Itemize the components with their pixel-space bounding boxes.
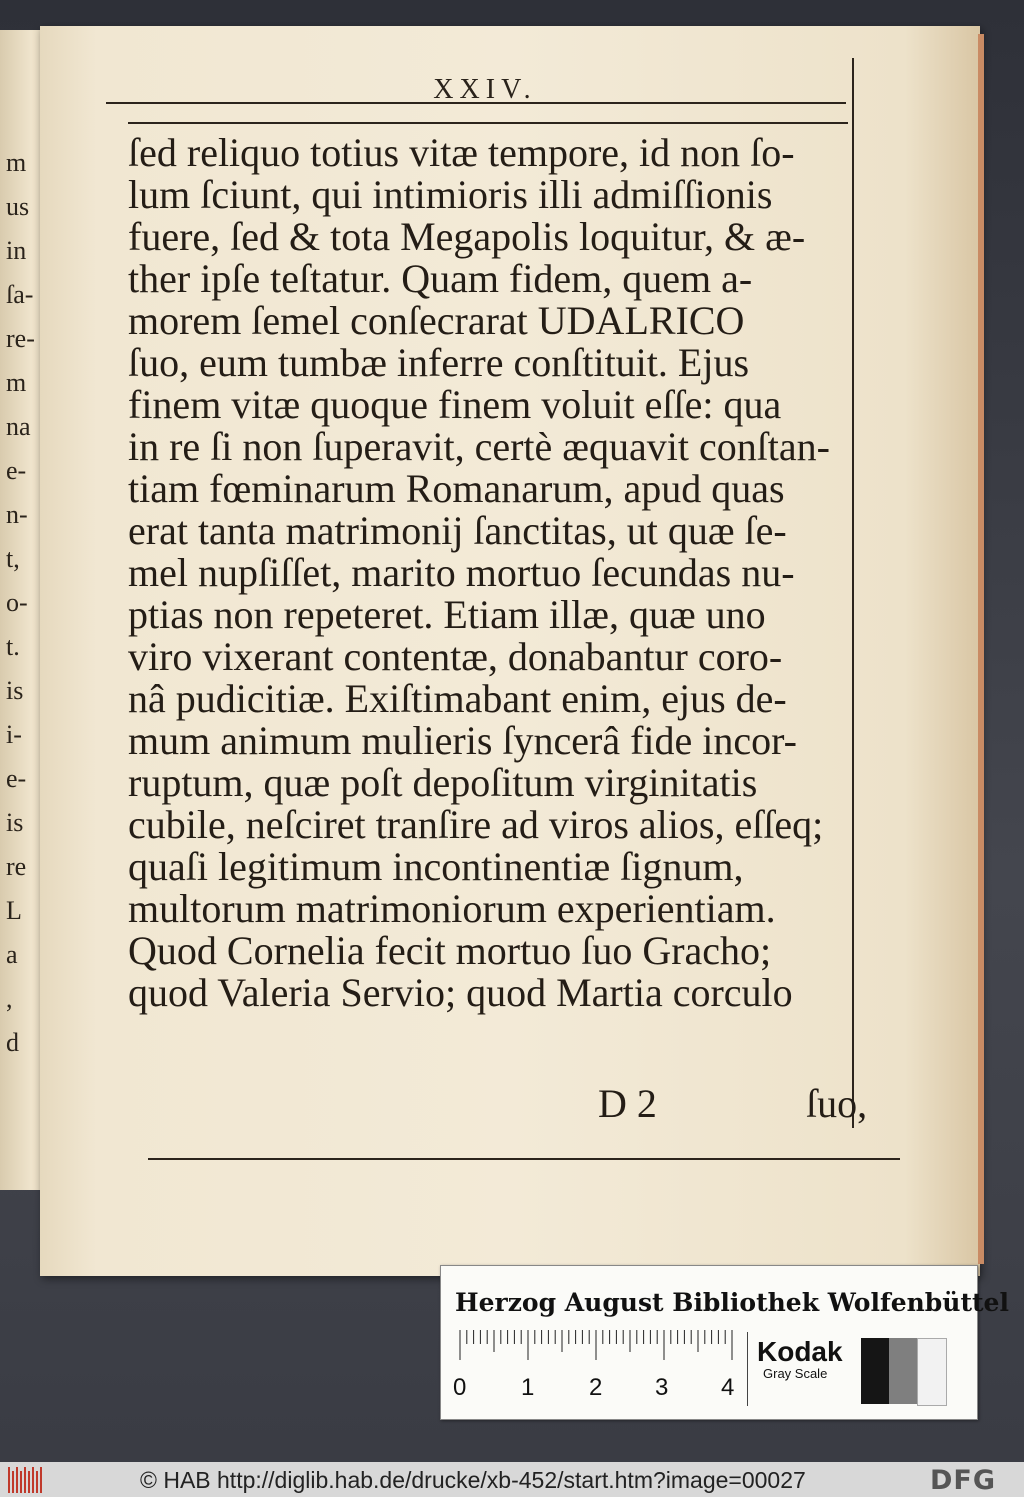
hab-logo-bar bbox=[32, 1467, 34, 1493]
margin-fragment: a bbox=[6, 940, 18, 969]
margin-fragment: o- bbox=[6, 588, 28, 617]
text-line: quaſi legitimum incontinentiæ ſignum, bbox=[128, 844, 744, 889]
label-divider bbox=[747, 1332, 748, 1406]
gray-patch-black bbox=[861, 1338, 889, 1404]
margin-fragment: n- bbox=[6, 500, 28, 529]
margin-fragment: ſa- bbox=[6, 280, 34, 309]
gray-patch-mid bbox=[889, 1338, 917, 1404]
ruler-number: 3 bbox=[655, 1374, 669, 1401]
margin-fragment: is bbox=[6, 808, 24, 837]
text-line: viro vixerant contentæ, donabantur coro- bbox=[128, 634, 783, 679]
ruler-scale bbox=[459, 1330, 741, 1362]
dfg-logo: DFG bbox=[930, 1465, 997, 1496]
margin-fragment: d bbox=[6, 1028, 19, 1057]
running-head: XXIV. bbox=[433, 74, 537, 105]
text-line: erat tanta matrimonij ſanctitas, ut quæ ſe- bbox=[128, 508, 787, 553]
footer-bar bbox=[0, 1462, 1024, 1497]
page-body-text bbox=[128, 132, 858, 1014]
text-line: Quod Cornelia fecit mortuo ſuo Gracho; bbox=[128, 928, 772, 973]
text-line: ſed reliquo totius vitæ tempore, id non ſo- bbox=[128, 130, 795, 175]
margin-fragment: , bbox=[6, 984, 13, 1013]
margin-fragment: t, bbox=[6, 544, 20, 573]
text-line: nâ pudicitiæ. Exiſtimabant enim, ejus de- bbox=[128, 676, 787, 721]
ruler-number: 4 bbox=[721, 1374, 735, 1401]
hab-logo-bar bbox=[8, 1467, 10, 1493]
hab-logo-bar bbox=[24, 1467, 26, 1493]
margin-fragment: i- bbox=[6, 720, 22, 749]
ruler-number: 1 bbox=[521, 1374, 535, 1401]
text-line: in re ſi non ſuperavit, certè æquavit conſtan- bbox=[128, 424, 830, 469]
page-edge bbox=[978, 34, 984, 1264]
text-line: ruptum, quæ poſt depoſitum virginitatis bbox=[128, 760, 758, 805]
margin-fragment: t. bbox=[6, 632, 20, 661]
text-line: tiam fœminarum Romanarum, apud quas bbox=[128, 466, 785, 511]
hab-logo-bar bbox=[36, 1471, 38, 1493]
margin-fragment: e- bbox=[6, 764, 27, 793]
ruler-number: 0 bbox=[453, 1374, 467, 1401]
margin-fragment: us bbox=[6, 192, 30, 221]
margin-fragment: is bbox=[6, 676, 24, 705]
catchword: ſuo, bbox=[806, 1081, 868, 1126]
text-line: morem ſemel conſecrarat UDALRICO bbox=[128, 298, 745, 343]
text-line: finem vitæ quoque finem voluit eſſe: qua bbox=[128, 382, 782, 427]
hab-logo-bar bbox=[20, 1471, 22, 1493]
frame-bottom-rule bbox=[148, 1158, 900, 1160]
signature-mark: D 2 bbox=[598, 1081, 657, 1126]
margin-fragment: m bbox=[6, 148, 27, 177]
hab-logo-bar bbox=[16, 1467, 18, 1493]
frame-top-rule bbox=[128, 122, 848, 124]
text-line: mel nupſiſſet, marito mortuo ſecundas nu- bbox=[128, 550, 795, 595]
text-line: quod Valeria Servio; quod Martia corculo bbox=[128, 970, 793, 1015]
text-line: lum ſciunt, qui intimioris illi admiſſionis bbox=[128, 172, 773, 217]
text-line: cubile, neſciret tranſire ad viros alios, eſſeq; bbox=[128, 802, 824, 847]
text-line: ſuo, eum tumbæ inferre conſtituit. Ejus bbox=[128, 340, 750, 385]
text-line: fuere, ſed & tota Megapolis loquitur, & æ- bbox=[128, 214, 806, 259]
text-line: mum animum mulieris ſyncerâ fide incor- bbox=[128, 718, 798, 763]
kodak-brand: Kodak bbox=[757, 1336, 843, 1367]
hab-logo-bar bbox=[12, 1471, 14, 1493]
margin-fragment: e- bbox=[6, 456, 27, 485]
margin-fragment: re bbox=[6, 852, 27, 881]
margin-fragment: L bbox=[6, 896, 22, 925]
margin-fragment: m bbox=[6, 368, 27, 397]
gray-scale-caption: Gray Scale bbox=[763, 1366, 828, 1381]
margin-fragment: in bbox=[6, 236, 27, 265]
text-line: ther ipſe teſtatur. Quam fidem, quem a- bbox=[128, 256, 753, 301]
library-name: Herzog August Bibliothek Wolfenbüttel bbox=[455, 1288, 1009, 1317]
copyright-link[interactable]: © HAB http://diglib.hab.de/drucke/xb-452/start.htm?image=00027 bbox=[140, 1467, 806, 1493]
margin-fragment: re- bbox=[6, 324, 35, 353]
text-line: ptias non repeteret. Etiam illæ, quæ uno bbox=[128, 592, 766, 637]
hab-logo-icon bbox=[6, 1467, 46, 1493]
library-label bbox=[440, 1265, 1009, 1420]
gray-patch-white bbox=[917, 1338, 947, 1406]
margin-fragment: na bbox=[6, 412, 31, 441]
text-line: multorum matrimoniorum experientiam. bbox=[128, 886, 776, 931]
hab-logo-bar bbox=[28, 1471, 30, 1493]
ruler-number: 2 bbox=[589, 1374, 603, 1401]
hab-logo-bar bbox=[40, 1467, 42, 1493]
